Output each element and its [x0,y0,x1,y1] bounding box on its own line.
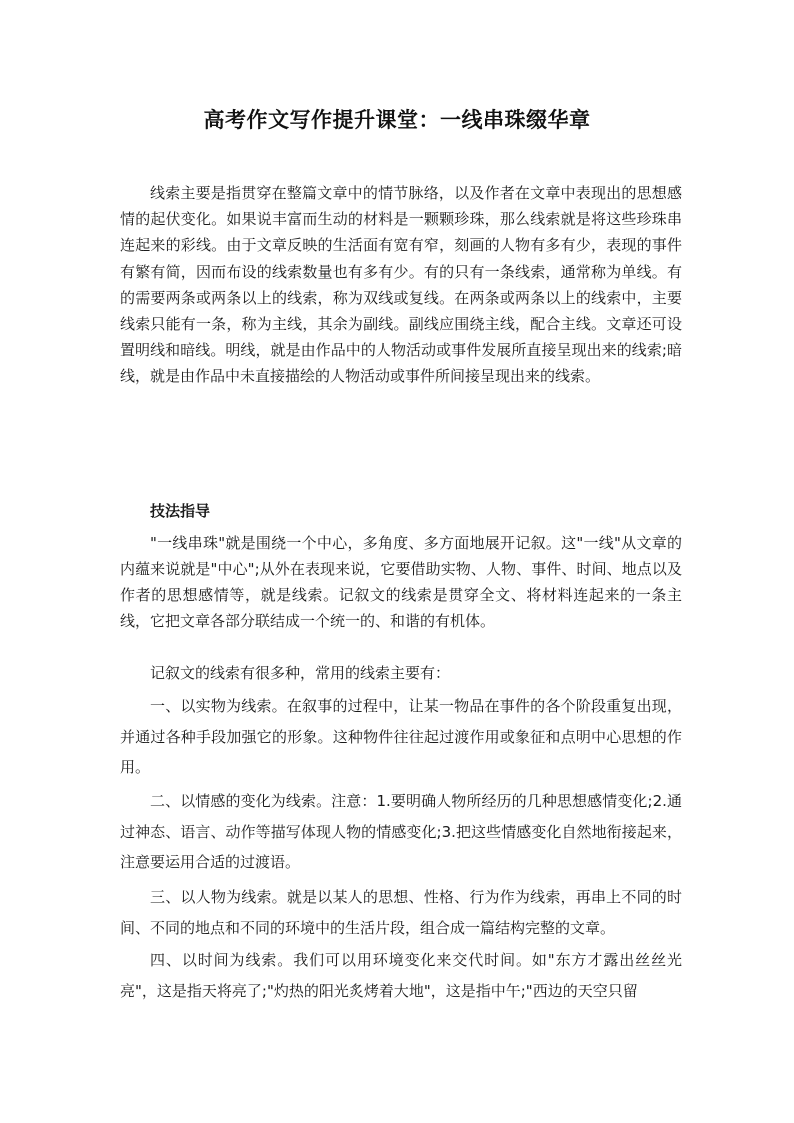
list-item-4: 四、以时间为线索。我们可以用环境变化来交代时间。如"东方才露出丝丝光亮"，这是指天将亮了;"灼热的阳光炙烤着大地"，这是指中午;"西边的天空只留 [120,951,682,1000]
intro-paragraph: 线索主要是指贯穿在整篇文章中的情节脉络，以及作者在文章中表现出的思想感情的起伏变化。如果说丰富而生动的材料是一颗颗珍珠，那么线索就是将这些珍珠串连起来的彩线。由于文章反映的生活面有宽有窄，刻画的人物有多有少，表现的事件有繁有简，因而布设的线索数量也有多有少。有的只有一条线索，通常称为单线。有的需要两条或两条以上的线索，称为双线或复线。在两条或两条以上的线索中，主要线索只能有一条，称为主线，其余为副线。副线应围绕主线，配合主线。文章还可设置明线和暗线。明线，就是由作品中的人物活动或事件发展所直接呈现出来的线索;暗线，就是由作品中未直接描绘的人物活动或事件所间接呈现出来的线索。 [120,184,682,386]
guide-paragraph-1: "一线串珠"就是围绕一个中心，多角度、多方面地展开记叙。这"一线"从文章的内蕴来说就是"中心";从外在表现来说，它要借助实物、人物、事件、时间、地点以及作者的思想感情等，就是线索。记叙文的线索是贯穿全文、将材料连起来的一条主线，它把文章各部分联结成一个统一的、和谐的有机体。 [120,534,682,630]
list-item-3: 三、以人物为线索。就是以某人的思想、性格、行为作为线索，再串上不同的时间、不同的地点和不同的环境中的生活片段，组合成一篇结构完整的文章。 [120,888,682,937]
section-heading: 技法指导 [150,502,211,520]
guide-paragraph-2: 记叙文的线索有很多种，常用的线索主要有： [150,664,451,682]
document-title: 高考作文写作提升课堂：一线串珠缀华章 [203,108,591,132]
list-item-1: 一、以实物为线索。在叙事的过程中，让某一物品在事件的各个阶段重复出现，并通过各种手段加强它的形象。这种物件往往起过渡作用或象征和点明中心思想的作用。 [120,697,682,776]
list-item-2: 二、以情感的变化为线索。注意：1.要明确人物所经历的几种思想感情变化;2.通过神态、语言、动作等描写体现人物的情感变化;3.把这些情感变化自然地衔接起来，注意要运用合适的过渡语。 [120,792,682,871]
